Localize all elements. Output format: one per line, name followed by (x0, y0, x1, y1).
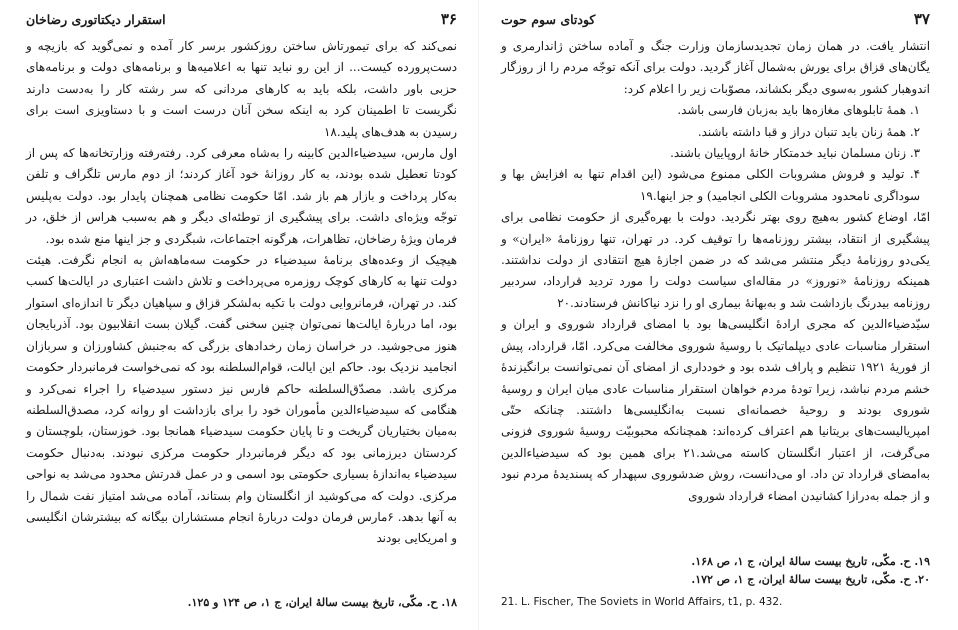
footnote-latin: 21. L. Fischer, The Soviets in World Affairs, t1, p. 432. (501, 596, 783, 608)
paragraph: امّا، اوضاع کشور به‌هیچ روی بهتر نگردید. دولت با بهره‌گیری از حکومت نظامی برای پیشگیری از انتقاد، بیشتر روزنامه‌ها را توقیف کرد. در تهران، تنها روزنامهٔ «ایران» و یکی‌دو روزنامهٔ دیگر منتشر می‌شد که در ضمن اجازهٔ هیچ انتقادی از دولت نداشتند. همینکه روزنامهٔ «نوروز» در مقاله‌ای سیاست دولت را مورد تردید قرارداد، سردبیر روزنامه بیدرنگ بازداشت شد و به‌بهانهٔ بیماری او را نزد نیاکانش فرستادند.۲۰ (501, 210, 930, 310)
running-title: کودتای سوم حوت (501, 12, 596, 27)
paragraph: اول مارس، سیدضیاءالدین کابینه را به‌شاه معرفی کرد. رفته‌رفته وزارتخانه‌ها که پس از کودتا تعطیل شده بودند، به کار روزانهٔ خود آغاز کردند؛ از دوم مارس تلگراف و تلفن به‌کار پرداخت و بازار هم باز شد. امّا حکومت نظامی همچنان پایدار بود. دولت به‌پلیس توجّه ویژه‌ای داشت. برای پیشگیری از توطئه‌ای دیگر و هم به‌سبب هراس از خلق، در فرمان ویژهٔ رضاخان، تظاهرات، هرگونه اجتماعات، شبگردی و جز اینها منع شده بود. (26, 146, 457, 246)
footnote: ۱۸. ح. مکّی، تاریخ بیست سالهٔ ایران، ج ۱، ص ۱۲۴ و ۱۲۵. (187, 596, 457, 609)
right-footnotes (479, 553, 958, 611)
list-item: ۴. تولید و فروش مشروبات الکلی ممنوع می‌شود (این اقدام تنها به افزایش بها و سوداگری نامحدود مشروبات الکلی انجامید) و جز اینها.۱۹ (501, 167, 920, 203)
right-page-body (501, 36, 930, 507)
page-number: ۳۶ (440, 10, 457, 28)
footnote: ۲۰. ح. مکّی، تاریخ بیست سالهٔ ایران، ج ۱، ص ۱۷۲. (691, 573, 930, 586)
left-page-body (26, 36, 457, 550)
left-page-header (26, 10, 457, 32)
decree-list (501, 100, 930, 207)
paragraph: سیّدضیاءالدین که مجری ارادهٔ انگلیسی‌ها بود با امضای قرارداد شوروی و ایران و استقرار مناسبات عادی دیپلماتیک با روسیهٔ شوروی مخالفت می‌کرد. امّا، قرارداد، پیش از فوریهٔ ۱۹۲۱ تنظیم و پاراف شده بود و خودداری از امضای آن نمی‌توانست برانگیزندهٔ خشم مردم نباشد، زیرا تودهٔ مردم خواهان استقرار مناسبات عادی میان ایران و روسیهٔ شوروی بودند و روحیهٔ خصمانه‌ای نسبت به‌انگلیسی‌ها داشتند. چنانکه حتّی امپریالیست‌های بریتانیا هم اعتراف کرده‌اند: همچنانکه محبوبیّت روسیهٔ شوروی فزونی می‌گرفت، از اعتبار انگلستان کاسته می‌شد.۲۱ برای همین بود که سیدضیاءالدین به‌امضای قرارداد تن داد. او می‌دانست، روش ضدشوروی سپهدار که پسندیدهٔ مردم نبود و از جمله به‌درازا کشانیدن امضاء قرارداد شوروی (501, 317, 930, 503)
list-item: ۳. زنان مسلمان نباید خدمتکار خانهٔ اروپاییان باشند. (670, 146, 920, 161)
paragraph: نمی‌کند که برای تیمورتاش ساختن روزکشور برسر کار آمده و نمی‌گوید که بازیچه و دست‌پرورده کیست... از این رو نباید تنها به اعلامیه‌ها و برنامه‌های دولت و برنامه‌های حزبی باور داشت، بلکه باید به کارهای مردانی که سر رشته کار را به‌دست دارند نگریست تا اطمینان کرد به اینکه سخن آنان درست است و با دستاویزی است برای رسیدن به هدف‌های پلید.۱۸ (26, 39, 457, 139)
list-item: ۲. همهٔ زنان باید تنبان دراز و قبا داشته باشند. (697, 124, 920, 139)
right-page-header (501, 10, 930, 32)
list-item: ۱. همهٔ تابلوهای مغازه‌ها باید به‌زبان فارسی باشد. (677, 103, 920, 118)
paragraph: هیچیک از وعده‌های برنامهٔ سیدضیاء در حکومت سه‌ماهه‌اش به انجام نگرفت. هیئت دولت تنها به کارهای کوچک روزمره می‌پرداخت و تلاش داشت اعتباری در ایالت‌ها کسب کند. در تهران، فرمانروایی دولت با تکیه به‌لشکر قزاق و سپاهیان دیگر تا اندازه‌ای استوار بود، اما دربارهٔ ایالت‌ها نمی‌توان چنین سخنی گفت. گیلان بست انقلابیون بود. آذربایجان هنوز می‌جوشید. در خراسان زمان رخدادهای بزرگی که به‌جنبش کشاورزان و سربازان انجامید نزدیک بود. حاکم این ایالت، قوام‌السلطنه بود که نمی‌خواست فرمانبردار حکومت مرکزی باشد. مصدّق‌السلطنه حاکم فارس نیز دستور سیدضیاء را اجراء نمی‌کرد و هنگامی که سیدضیاءالدین مأموران خود را برای بازداشت او روانه کرد، مصدق‌السلطنه به‌میان بختیاریان گریخت و تا پایان حکومت سیدضیاء همانجا بود. خوزستان، بلوچستان و کردستان دیرزمانی بود که دیگر فرمانبردار حکومت مرکزی نبودند. به‌دنبال حکومت سیدضیاء به‌اندازهٔ بسیاری حکومتی بود اسمی و در عمل قدرتش محدود می‌شد به نواحی مرکزی. دولت که می‌کوشید از انگلستان وام بستاند، آماده می‌شد امتیاز نفت شمال را به آنها بدهد. ۶مارس فرمان دولت دربارهٔ انجام مستشاران بیگانه که بیشترشان انگلیسی و امریکایی بودند (26, 253, 457, 546)
running-title: استقرار دیکتاتوری رضاخان (26, 12, 166, 27)
left-footnotes (0, 596, 479, 609)
paragraph: انتشار یافت. در همان زمان تجدیدسازمان وزارت جنگ و آماده ساختن ژاندارمری و یگان‌های قزاق برای یورش به‌شمال آغاز گردید. دولت برای آنکه توجّه مردم را از روزگار اندوهبار کشور به‌سوی دیگر بکشاند، مصوّبات زیر را اعلام کرد: (501, 39, 930, 96)
footnote: ۱۹. ح. مکّی، تاریخ بیست سالهٔ ایران، ج ۱، ص ۱۶۸. (691, 555, 930, 568)
page-number: ۳۷ (913, 10, 930, 28)
right-page (479, 0, 958, 630)
